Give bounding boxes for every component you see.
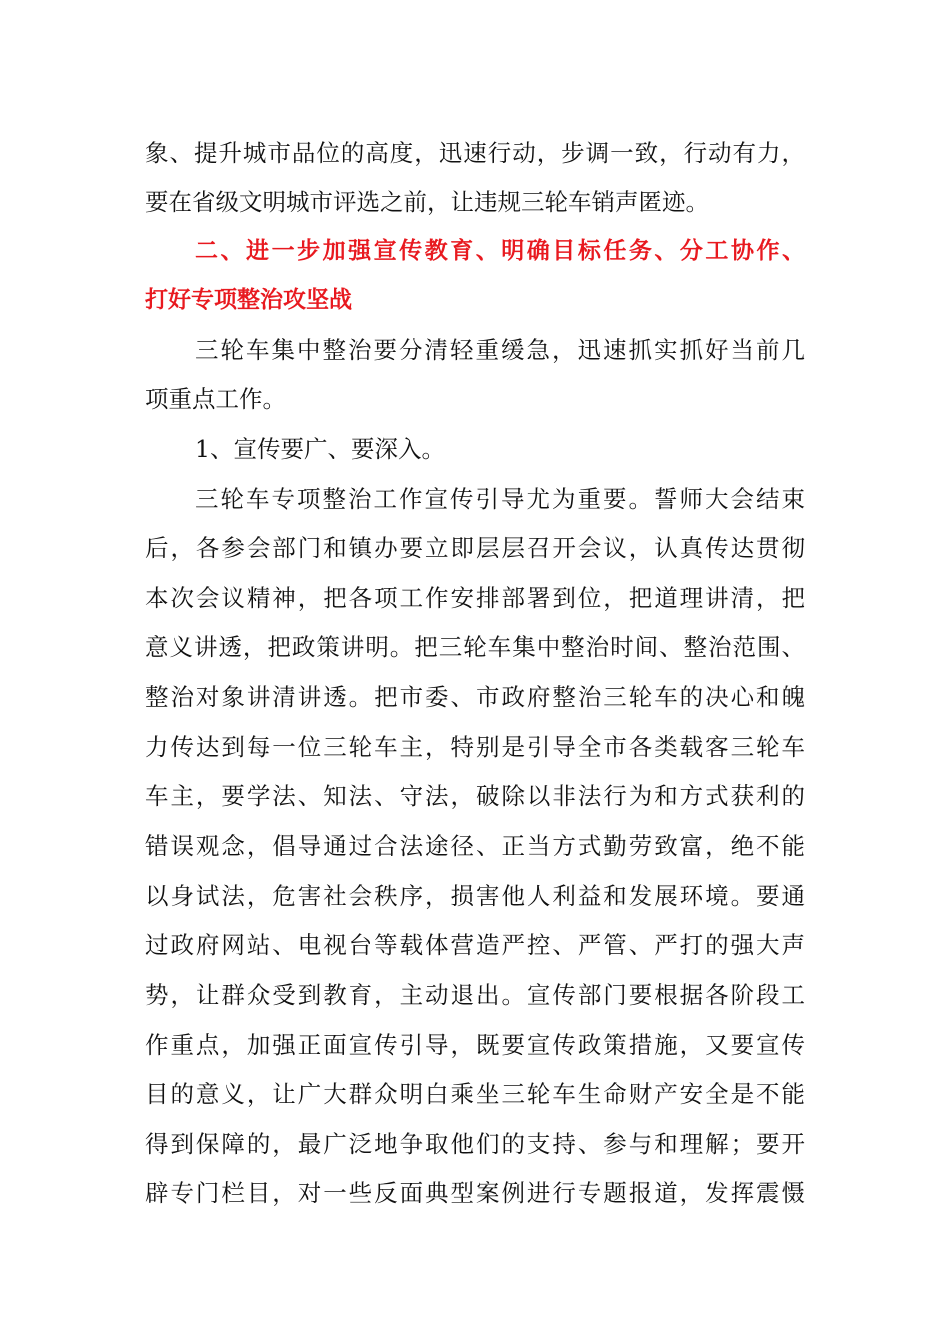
body-text-line: 以身试法，危害社会秩序，损害他人利益和发展环境。要通 xyxy=(145,882,805,910)
body-text-line: 车主，要学法、知法、守法，破除以非法行为和方式获利的 xyxy=(145,782,805,810)
body-text-line: 要在省级文明城市评选之前，让违规三轮车销声匿迹。 xyxy=(145,188,709,216)
body-text-line: 项重点工作。 xyxy=(145,385,286,413)
subheading-line: 1、宣传要广、要深入。 xyxy=(195,435,445,463)
body-text-line: 辟专门栏目，对一些反面典型案例进行专题报道，发挥震慑 xyxy=(145,1179,805,1207)
body-text-line: 象、提升城市品位的高度，迅速行动，步调一致，行动有力， xyxy=(145,139,805,167)
body-text-line: 三轮车集中整治要分清轻重缓急，迅速抓实抓好当前几 xyxy=(195,336,805,364)
body-text-line: 过政府网站、电视台等载体营造严控、严管、严打的强大声 xyxy=(145,931,805,959)
body-text-line: 本次会议精神，把各项工作安排部署到位，把道理讲清，把 xyxy=(145,584,805,612)
body-text-line: 作重点，加强正面宣传引导，既要宣传政策措施，又要宣传 xyxy=(145,1031,805,1059)
body-text-line: 错误观念，倡导通过合法途径、正当方式勤劳致富，绝不能 xyxy=(145,832,805,860)
body-text-line: 力传达到每一位三轮车主，特别是引导全市各类载客三轮车 xyxy=(145,733,805,761)
body-text-line: 后，各参会部门和镇办要立即层层召开会议，认真传达贯彻 xyxy=(145,534,805,562)
body-text-line: 得到保障的，最广泛地争取他们的支持、参与和理解；要开 xyxy=(145,1130,805,1158)
section-heading-line: 打好专项整治攻坚战 xyxy=(145,287,352,313)
body-text-line: 整治对象讲清讲透。把市委、市政府整治三轮车的决心和魄 xyxy=(145,683,805,711)
body-text-line: 目的意义，让广大群众明白乘坐三轮车生命财产安全是不能 xyxy=(145,1080,805,1108)
body-text-line: 意义讲透，把政策讲明。把三轮车集中整治时间、整治范围、 xyxy=(145,633,805,661)
body-text-line: 三轮车专项整治工作宣传引导尤为重要。誓师大会结束 xyxy=(195,485,805,513)
body-text-line: 势，让群众受到教育，主动退出。宣传部门要根据各阶段工 xyxy=(145,981,805,1009)
section-heading-line: 二、进一步加强宣传教育、明确目标任务、分工协作、 xyxy=(195,238,805,264)
